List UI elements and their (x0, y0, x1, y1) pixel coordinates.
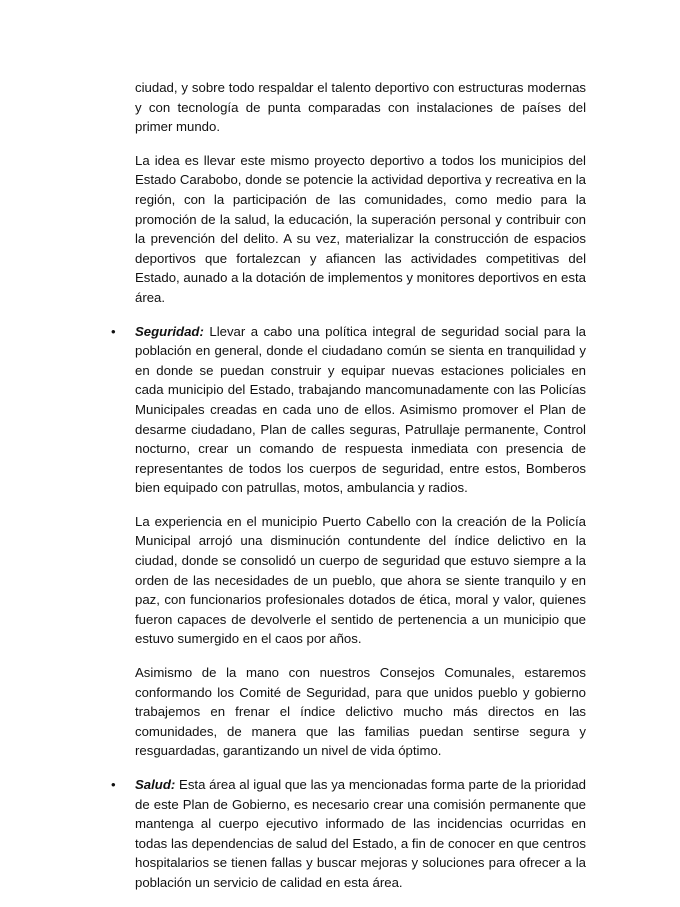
paragraph-seguridad-consejos: Asimismo de la mano con nuestros Consejos Comunales, estaremos conformando los Comité de Seguridad, para que unidos pueblo y gobierno trabajemos en frenar el índice delictivo mucho más directos en las comunidades, de manera que las familias puedan sentirse segura y resguardadas, garantizando un nivel de vida óptimo. (135, 665, 586, 759)
bullet-item-seguridad (111, 322, 586, 498)
bullet-icon: • (111, 777, 116, 792)
salud-text: Esta área al igual que las ya mencionadas forma parte de la prioridad de este Plan de Gobierno, es necesario crear una comisión permanente que mantenga al cuerpo ejecutivo informado de las incidencias ocurridas en todas las dependencias de salud del Estado, a fin de conocer en que centros hospitalarios se tienen fallas y buscar mejoras y soluciones para ofrecer a la población un servicio de calidad en esta área. (135, 777, 586, 890)
bullet-icon: • (111, 323, 116, 339)
document-body (111, 78, 586, 907)
seguridad-text: Llevar a cabo una política integral de seguridad social para la población en general, donde el ciudadano común se sienta en tranquilidad y en donde se puedan construir y equipar nuevas estaciones policiales en cada municipio del Estado, trabajando mancomunadamente con las Policías Municipales creadas en cada uno de ellos. Asimismo promover el Plan de desarme ciudadano, Plan de calles seguras, Patrullaje permanente, Control nocturno, crear un comando de respuesta inmediata con presencia de representantes de todos los cuerpos de seguridad, entre estos, Bomberos bien equipado con patrullas, motos, ambulancia y radios. (135, 323, 586, 496)
paragraph-seguridad-experiencia: La experiencia en el municipio Puerto Cabello con la creación de la Policía Municipal arrojó una disminución contundente del índice delictivo en la ciudad, donde se consolidó un cuerpo de seguridad que estuvo siempre a la orden de las necesidades de un pueblo, que ahora se siente tranquilo y en paz, con funcionarios profesionales dotados de ética, moral y valor, quienes fueron capaces de devolverle el sentido de pertenencia a un municipio que estuvo sumergido en el caos por años. (135, 513, 586, 647)
paragraph-deportes-idea: La idea es llevar este mismo proyecto deportivo a todos los municipios del Estado Carabobo, donde se potencie la actividad deportiva y recreativa en la región, con la participación de las comunidades, como medio para la promoción de la salud, la educación, la superación personal y contribuir con la prevención del delito. A su vez, materializar la construcción de espacios deportivos que fortalezcan y afiancen las actividades competitivas del Estado, aunado a la dotación de implementos y monitores deportivos en esta área. (135, 152, 586, 305)
term-seguridad: Seguridad: (135, 323, 204, 339)
paragraph-intro-continuation: ciudad, y sobre todo respaldar el talento deportivo con estructuras modernas y con tecnología de punta comparadas con instalaciones de países del primer mundo. (135, 80, 586, 135)
term-salud: Salud: (135, 777, 176, 792)
bullet-item-salud (111, 775, 586, 893)
